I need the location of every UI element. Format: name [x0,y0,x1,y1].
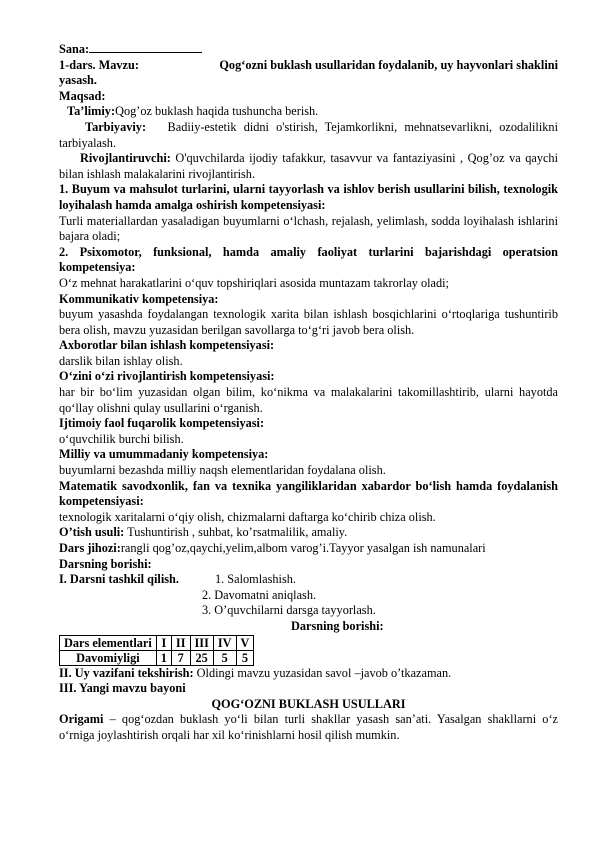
competency-1-text: Turli materiallardan yasaladigan buyumlarni o‘lchash, rejalash, yelimlash, sodda loyihalash ishlarini bajara oladi; [59,213,558,244]
section-heading: QOG‘OZNI BUKLASH USULLARI [211,696,406,711]
equipment-text: rangli qog’oz,qaychi,yelim,albom varog’i.Tayyor yasalgan ish namunalari [120,541,486,555]
table-header-cell: V [236,635,254,650]
table-header-cell: I [156,635,171,650]
table-cell: Davomiyligi [60,650,157,665]
goal-rivoj-text: O'quvchilarda ijodiy tafakkur, tasavvur va fantaziyasini , Qog’oz va qaychi bilan ishlash malakalarini rivojlantirish. [59,151,558,181]
goal-rivoj [59,151,558,182]
organization-step-1: 1. Salomlashish. [215,572,296,587]
table-row [60,650,254,665]
new-topic-label: III. Yangi mavzu bayoni [59,681,186,696]
competency-7-text: buyumlarni bezashda milliy naqsh elementlaridan foydalana olish. [59,463,386,478]
table-header-row [60,635,254,650]
competency-8-title: Matematik savodxonlik, fan va texnika yangiliklaridan xabardor bo‘lish hamda foydalanish kompetensiyasi: [59,478,558,509]
origami-text: – qog‘ozdan buklash yo‘li bilan turli shakllar yasash san’ati. Yasalgan shakllarni o‘z o‘rniga joylashtirish orqali har xil ko‘rinishlarni hosil qilish mumkin. [59,712,558,742]
competency-1-title: 1. Buyum va mahsulot turlarini, ularni tayyorlash va ishlov berish usullarini bilish, texnologik loyihalash hamda amalga oshirish kompetensiyasi: [59,182,558,212]
competency-6-text: o‘quvchilik burchi bilish. [59,431,184,446]
origami-paragraph [59,712,558,743]
competency-5-title: O‘zini o‘zi rivojlantirish kompetensiyasi: [59,369,275,384]
table-header-cell: IV [213,635,236,650]
organization-label: I. Darsni tashkil qilish. [59,572,179,587]
origami-term: Origami [59,712,104,727]
equipment-line [59,541,558,557]
document-page [59,41,558,744]
competency-4-text: darslik bilan ishlay olish. [59,353,183,368]
goal-talimiy-text: Qog’oz buklash haqida tushuncha berish. [115,104,319,119]
organization-line [59,572,558,588]
lesson-topic-text: Qog‘ozni buklash usullaridan foydalanib, uy hayvonlari shaklini [219,57,558,72]
goal-heading: Maqsad: [59,88,106,103]
lesson-number-label: 1-dars. Mavzu: [59,57,139,72]
goal-talimiy [59,104,558,120]
competency-2-title: 2. Psixomotor, funksional, hamda amaliy faoliyat turlarini bajarishdagi operatsion kompetensiya: [59,244,558,275]
table-cell: 5 [236,650,254,665]
lesson-topic-line1 [59,58,558,74]
method-label: O’tish usuli: [59,525,125,540]
competency-2-text: O‘z mehnat harakatlarini o‘quv topshiriqlari asosida muntazam takrorlay oladi; [59,275,449,290]
table-title: Darsning borishi: [291,618,384,633]
goal-tarbiyaviy-text: Badiiy-estetik didni o'stirish, Tejamkorlikni, mehnatsevarlikni, ozodalilikni tarbiyalash. [59,119,558,150]
goal-rivoj-label: Rivojlantiruvchi: [80,151,171,166]
table-cell: 1 [156,650,171,665]
date-line [59,41,558,58]
method-line [59,525,558,541]
organization-step-2: 2. Davomatni aniqlash. [202,587,317,602]
homework-text: Oldingi mavzu yuzasidan savol –javob o’tkazaman. [193,665,452,680]
goal-tarbiyaviy-label: Tarbiyaviy: [85,119,147,134]
competency-8-text: texnologik xaritalarni o‘qiy olish, chizmalarni daftarga ko‘chirib chiza olish. [59,509,436,524]
equipment-label: Dars jihozi: [59,541,121,555]
competency-5-text: har bir bo‘lim yuzasidan olgan bilim, ko‘nikma va malakalarini takomillashtirib, ularni hayotda qo‘llay olishni qulay usullarini o‘rganish. [59,385,558,415]
method-text: Tushuntirish , suhbat, ko’rsatmalilik, amaliy. [124,525,348,540]
table-cell: 5 [213,650,236,665]
competency-7-title: Milliy va umummadaniy kompetensiya: [59,447,269,462]
competency-3-title: Kommunikativ kompetensiya: [59,291,219,306]
table-cell: 25 [190,650,213,665]
competency-3-text: buyum yasashda foydalangan texnologik xarita bilan ishlash bosqichlarini o‘rtoqlariga tushuntirib bera olish, mavzu yuzasidan berilgan savollarga to‘g‘ri javob bera olish. [59,307,558,337]
table-header-cell: Dars elementlari [60,635,157,650]
lesson-flow-heading: Darsning borishi: [59,556,152,571]
table-cell: 7 [171,650,190,665]
homework-label: II. Uy vazifani tekshirish: [59,665,194,680]
lesson-topic-line2: yasash. [59,73,97,88]
goal-tarbiyaviy [59,120,558,151]
date-blank [89,41,202,53]
homework-line [59,666,558,682]
competency-4-title: Axborotlar bilan ishlash kompetensiyasi: [59,338,275,353]
competency-6-title: Ijtimoiy faol fuqarolik kompetensiyasi: [59,416,265,431]
table-header-cell: III [190,635,213,650]
organization-step-3: 3. O’quvchilarni darsga tayyorlash. [202,603,376,618]
lesson-elements-table [59,635,254,666]
date-label: Sana: [59,42,90,56]
goal-talimiy-label: Ta’limiy: [67,104,116,119]
table-header-cell: II [171,635,190,650]
